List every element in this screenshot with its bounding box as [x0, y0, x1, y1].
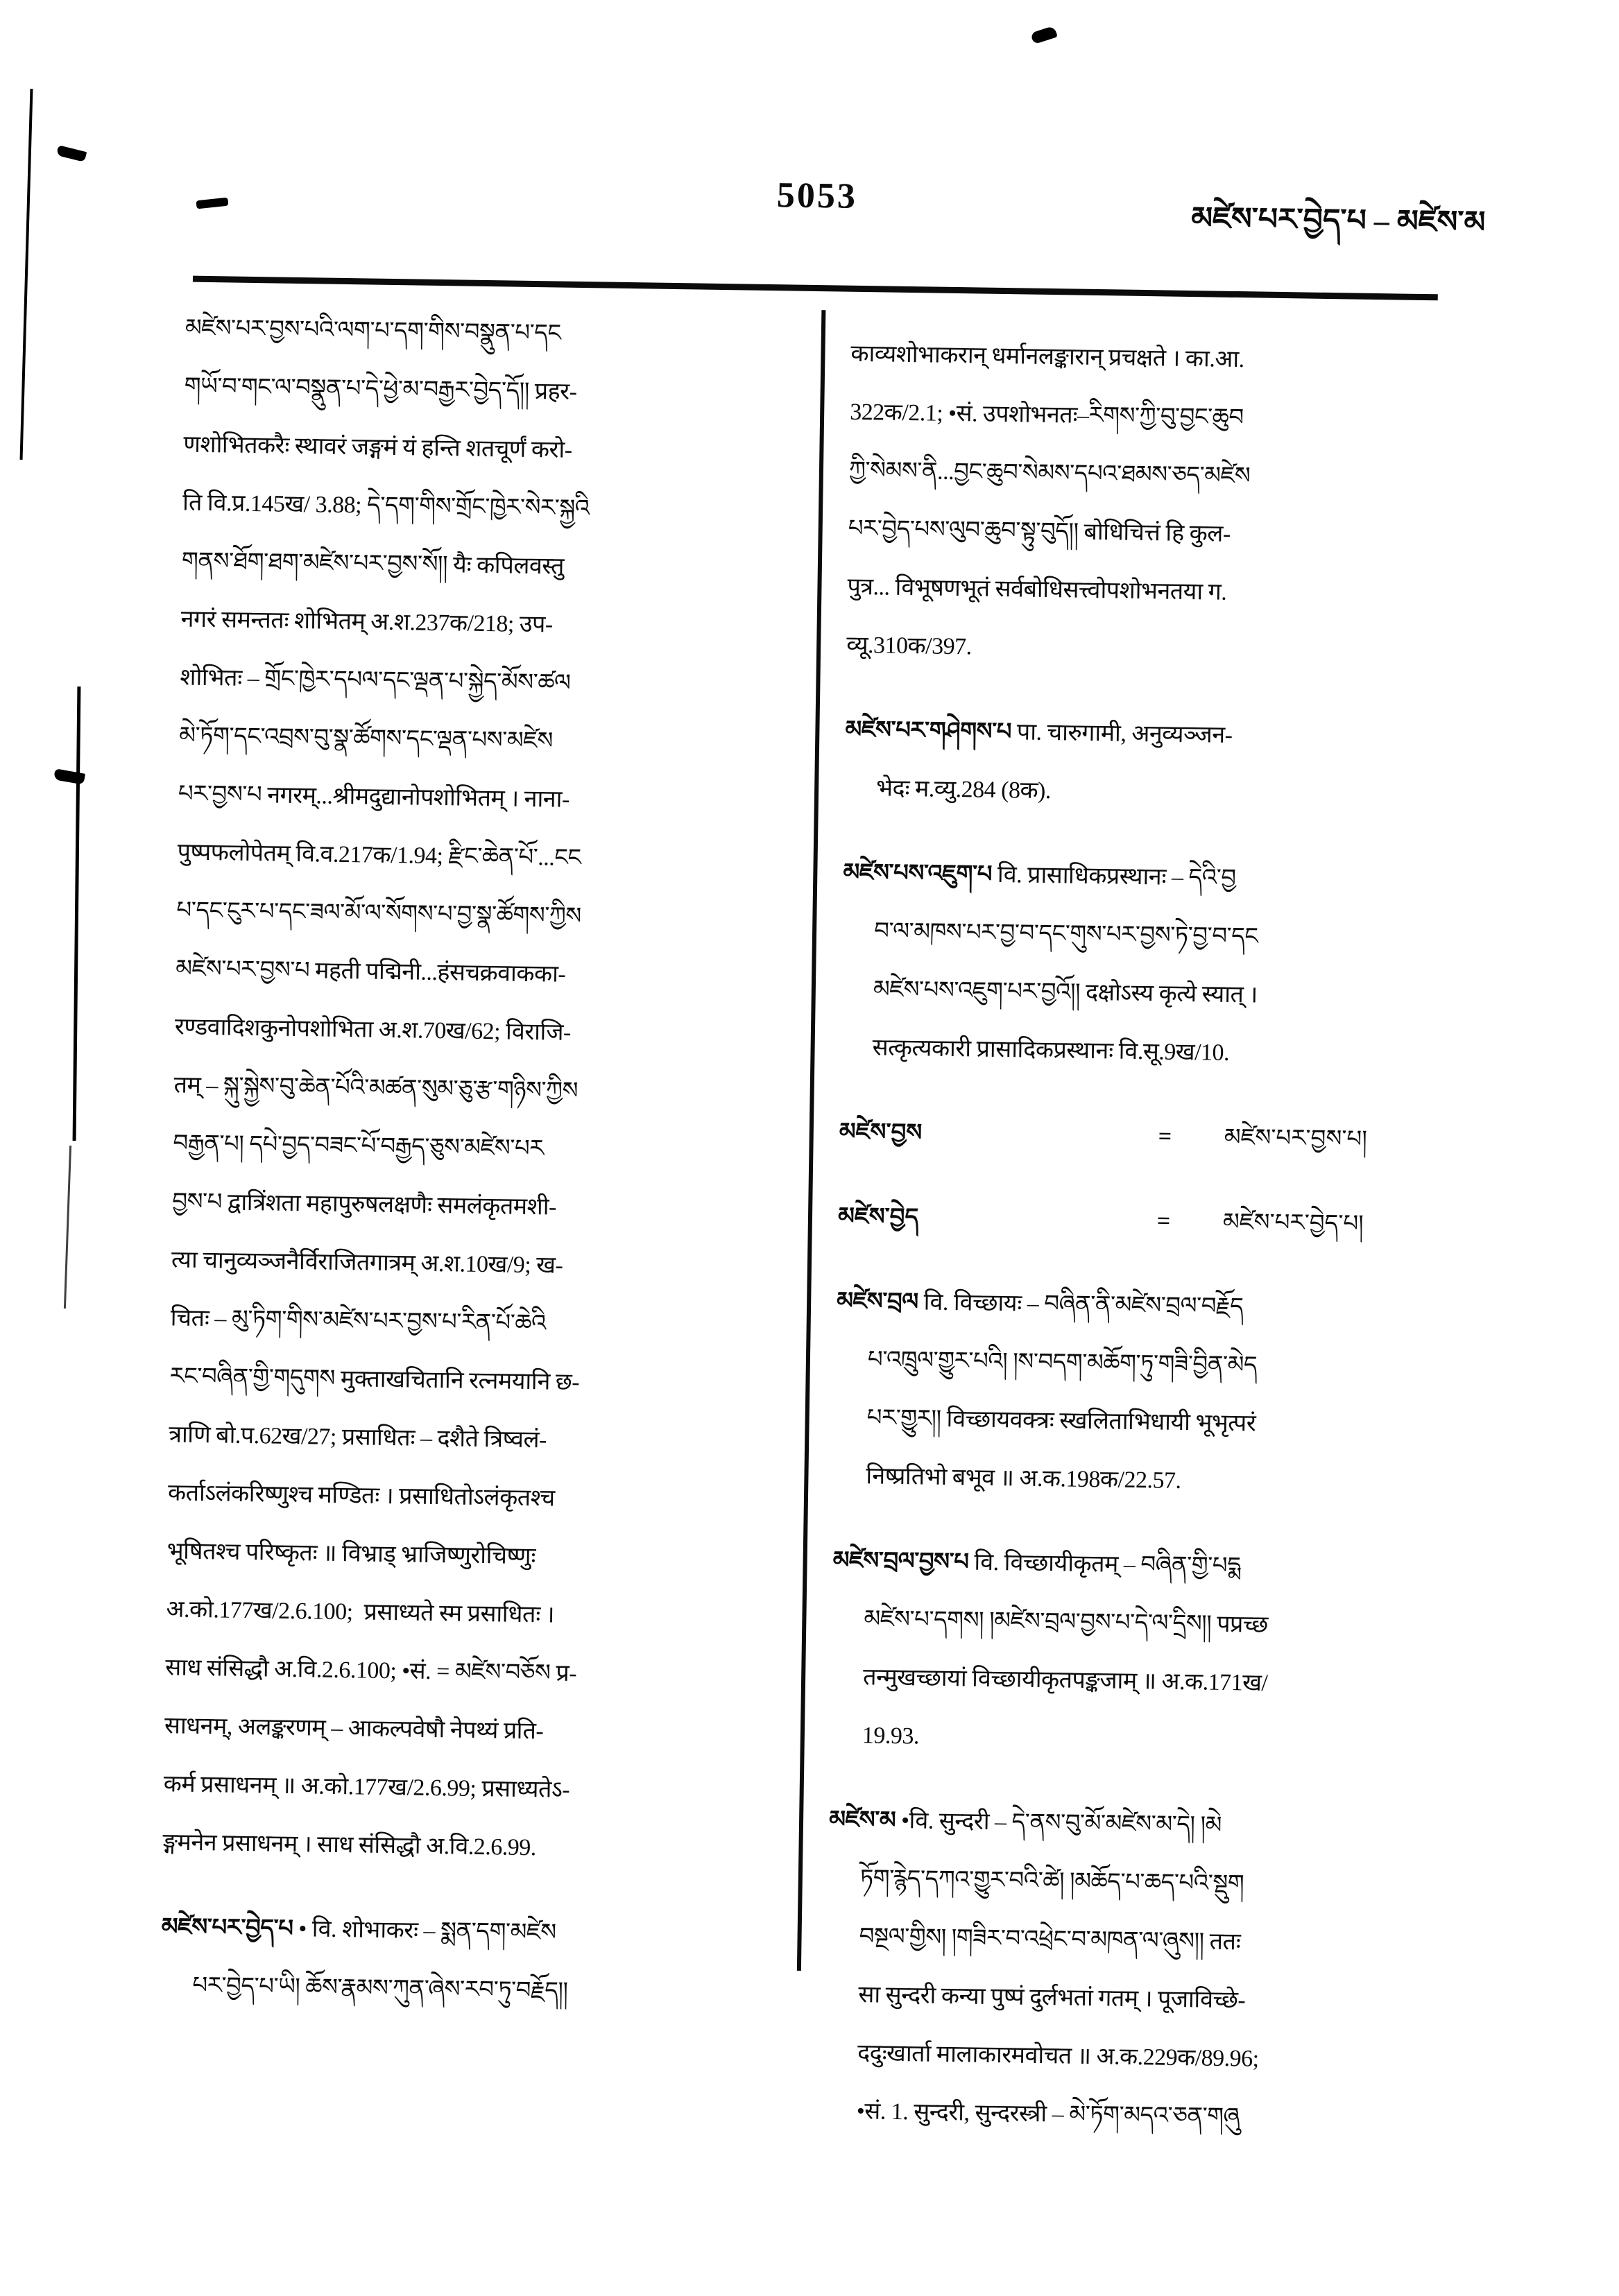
entry-first-line [845, 701, 1478, 769]
entry-headword: མཛེས་བྱས [839, 1119, 923, 1146]
text-line: གཡོ་བ་གང་ལ་བསྣུན་པ་དེ་ཕྱེ་མ་བརྒྱར་བྱེད་དོ།། प्रहर- [184, 373, 577, 405]
xref-entry [837, 1188, 1471, 1256]
text-line: त्या चानुव्यञ्जनैर्विराजितगात्रम् अ.श.10ख/9; ख- [171, 1247, 563, 1279]
xref-entry [839, 1103, 1472, 1171]
entry-text: •वि. सुन्दरी – དེ་ནས་བུ་མོ་མཛེས་མ་དེ། །མེ [895, 1807, 1222, 1838]
dictionary-entry [830, 1532, 1466, 1774]
entry-first-line [828, 1791, 1462, 1859]
entry-first-line [161, 1898, 766, 1965]
dictionary-entry [834, 1272, 1470, 1514]
text-line: བརྒྱན་པ། དཔེ་བྱད་བཟང་པོ་བརྒྱད་ཅུས་མཛེས་པར [173, 1130, 545, 1162]
text-line: ति वि.प्र.145ख/ 3.88; དེ་དག་གིས་གྲོང་ཁྱེར་སེར་སྐྱའི [182, 490, 590, 522]
text-line: तम् – སྐུ་སྐྱེས་བུ་ཆེན་པོའི་མཚན་སུམ་ཅུ་རྩ་གཉིས་ཀྱིས [173, 1072, 579, 1105]
text-line: མཛེས་པ་དགས། །མཛེས་བྲལ་བྱས་པ་དེ་ལ་དྲིས།། पप्रच्छ [864, 1606, 1269, 1638]
text-line: पुष्पफलोपेतम् वि.व.217क/1.94; རྫིང་ཆེན་པོ་...ངང [177, 839, 581, 872]
entry-text: वि. विच्छायः – བཞིན་ནི་མཛེས་བྲལ་བརྗོད [918, 1289, 1244, 1320]
text-line: པར་བྱས་པ नगरम्...श्रीमदुद्यानोपशोभितम् । नाना- [178, 781, 570, 813]
entry-headword: མཛེས་པར་བྱེད་པ [161, 1914, 293, 1942]
entry-text: पा. चारुगामी, अनुव्यञ्जन- [1011, 719, 1233, 748]
entry-text: • वि. शोभाकरः – སྨན་དག་མཛེས [293, 1916, 556, 1946]
text-line: མཛེས་པར་བྱས་པ महती पद्मिनी...हंसचक्रवाकका- [175, 956, 566, 987]
text-line: པར་བྱེད་པས་ལུབ་ཆུབ་སྟུ་བུདོ།། बोधिचित्तं हि कुल- [848, 515, 1231, 547]
text-line: शोभितः – གྲོང་ཁྱེར་དཔལ་དང་ལྡན་པ་སྐྱེད་མོས་ཚལ [180, 664, 571, 696]
text-line: གནས་ཐོག་ཐག་མཛེས་པར་བྱས་སོ།། यैः कपिलवस्तु [181, 548, 565, 580]
text-line: ཏོག་རྙེད་དཀའ་གྱུར་བའི་ཚེ། །མཆོད་པ་ཆད་པའི་སྡུག [859, 1865, 1244, 1897]
text-line: རང་བཞིན་གྱི་གདུགས मुक्ताखचितानि रत्नमयानि छ- [169, 1363, 580, 1396]
text-line: 19.93. [862, 1723, 920, 1750]
entry-first-line [837, 1272, 1470, 1340]
entry-first-line [843, 844, 1476, 912]
text-line: མཛེས་པར་བྱས་པའི་ལག་པ་དག་གིས་བསྣུན་པ་དང [185, 315, 561, 347]
left-column [160, 300, 791, 2024]
equals-sign: = [1158, 1123, 1172, 1150]
text-line: པ་འཁྲུལ་གྱུར་པའི། །ས་བདག་མཆོག་ཏུ་གཟི་བྱིན་མེད [867, 1347, 1258, 1379]
entry-text: वि. प्रासाधिकप्रस्थानः – དེའི་བྱ [991, 861, 1236, 892]
right-column [824, 325, 1484, 2150]
text-line: अ.को.177ख/2.6.100; प्रसाध्यते स्म प्रसाधितः । [166, 1596, 555, 1628]
text-line: བསྔལ་གྱིས། །གཟིར་བ་འཕྲེང་བ་མཁན་ལ་ཞུས།། ततः [859, 1924, 1241, 1956]
dictionary-entry [160, 1898, 766, 2023]
text-line: साध संसिद्धौ अ.वि.2.6.100; •सं. = མཛེས་བཅོས प्र- [164, 1655, 577, 1687]
text-line: निष्प्रतिभो बभूव ॥ अ.क.198क/22.57. [866, 1463, 1181, 1494]
entry-headword: མཛེས་བྲལ [836, 1288, 918, 1315]
text-line: པ་དང་ངུར་པ་དང་ཟལ་མོ་ལ་སོགས་པ་བྱ་སྣ་ཚོགས་ཀྱིས [176, 897, 582, 930]
entry-first-line [832, 1532, 1466, 1600]
dictionary-entry [844, 701, 1478, 827]
entry-continuation [162, 300, 791, 1881]
text-line: चितः – མུ་ཏིག་གིས་མཛེས་པར་བྱས་པ་རིན་པོ་ཆེའི [170, 1305, 547, 1337]
text-line: कर्ताऽलंकरिष्णुश्च मण्डितः । प्रसाधितोऽलंकृतश्च [167, 1480, 555, 1512]
xref-target: མཛེས་པར་བྱེད་པ། [1222, 1209, 1364, 1237]
text-line: མེ་ཏོག་དང་འབྲས་བུ་སྣ་ཚོགས་དང་ལྡན་པས་མཛེས [178, 723, 554, 754]
entry-headword: མཛེས་མ [828, 1806, 896, 1833]
equals-sign: = [1156, 1208, 1171, 1234]
header-entry-range: མཛེས་པར་བྱེད་པ – མཛེས་མ [1190, 201, 1486, 240]
text-line: པར་གྱུར།། विच्छायवक्त्रः स्खलिताभिधायी भूभृत्परं [866, 1405, 1256, 1437]
dictionary-entry [840, 844, 1476, 1086]
text-line: व्यू.310क/397. [846, 632, 972, 660]
text-line: कर्म प्रसाधनम् ॥ अ.को.177ख/2.6.99; प्रसाध्यतेऽ- [163, 1771, 570, 1803]
text-line: ददुःखार्ता मालाकारमवोचत ॥ अ.क.229क/89.96; [857, 2040, 1259, 2072]
text-line: पुत्र... विभूषणभूतं सर्वबोधिसत्त्वोपशोभनतया ग. [847, 573, 1227, 605]
entry-headword: མཛེས་པས་འཇུག་པ [843, 859, 993, 888]
text-line: त्राणि बो.प.62ख/27; प्रसाधितः – दशैते त्रिष्वलं- [168, 1422, 547, 1453]
page-number: 5053 [776, 175, 858, 216]
text-line: བྱས་པ द्वात्रिंशता महापुरुषलक्षणैः समलंकृतमशी- [171, 1189, 557, 1220]
text-line: भेदः म.व्यु.284 (8क). [875, 775, 1052, 804]
entry-headword: མཛེས་བྲལ་བྱས་པ [832, 1547, 969, 1576]
header-rule [193, 276, 1438, 301]
text-line: साधनम्, अलङ्करणम् – आकल्पवेषौ नेपथ्यं प्रति- [164, 1713, 544, 1745]
text-line: པར་བྱེད་པ་ཡི། ཆོས་རྣམས་ཀུན་ཞེས་རབ་ཏུ་བརྗོད།། [192, 1972, 568, 2004]
xref-target: མཛེས་པར་བྱས་པ། [1224, 1124, 1368, 1153]
text-line: ङ्गमनेन प्रसाधनम् । साध संसिद्धौ अ.वि.2.6.99. [162, 1829, 537, 1861]
text-line: भूषितश्च परिष्कृतः ॥ विभ्राड् भ्राजिष्णुरोचिष्णुः [166, 1538, 536, 1570]
text-line: काव्यशोभाकरान् धर्मानलङ्कारान् प्रचक्षते । का.आ. [850, 340, 1244, 373]
entry-text: वि. विच्छायीकृतम् – བཞིན་གྱི་པདྨ [968, 1549, 1241, 1580]
dictionary-entry [824, 1791, 1462, 2150]
text-line: ཀྱི་སེམས་ནི...བྱང་ཆུབ་སེམས་དཔའ་ཐམས་ཅད་མཛེས [848, 457, 1251, 490]
text-line: བ་ལ་མཁས་པར་བྱ་བ་དང་གུས་པར་བྱས་ཏེ་བྱ་བ་དང [873, 918, 1258, 950]
text-line: མཛེས་པས་འཇུག་པར་བྱའོ།། दक्षोऽस्य कृत्ये स्यात् । [873, 976, 1258, 1008]
text-line: णशोभितकरैः स्थावरं जङ्गमं यं हन्ति शतचूर्णं करो- [183, 431, 572, 463]
entry-headword: མཛེས་བྱེད [837, 1203, 919, 1231]
text-line: रण्डवादिशकुनोपशोभिता अ.श.70ख/62; विराजि- [174, 1014, 572, 1046]
text-line: सा सुन्दरी कन्या पुष्पं दुर्लभतां गतम् । पूजाविच्छे- [858, 1982, 1246, 2014]
text-line: 322क/2.1; •सं. उपशोभनतः–རིགས་ཀྱི་བུ་བྱང་ཆུབ [849, 399, 1244, 431]
text-line: •सं. 1. सुन्दरी, सुन्दरस्त्री – མེ་ཏོག་མདའ་ཅན་གཞུ [856, 2098, 1240, 2130]
text-line: तन्मुखच्छायां विच्छायीकृतपङ्कजाम् ॥ अ.क.171ख/ [862, 1664, 1268, 1696]
entry-continuation [846, 325, 1484, 684]
text-line: सत्कृत्यकारी प्रासादिकप्रस्थानः वि.सू.9ख/10. [872, 1035, 1230, 1066]
column-divider [797, 310, 826, 1971]
entry-headword: མཛེས་པར་གཤེགས་པ [845, 716, 1012, 745]
text-line: नगरं समन्ततः शोभितम् अ.श.237क/218; उप- [180, 606, 553, 638]
